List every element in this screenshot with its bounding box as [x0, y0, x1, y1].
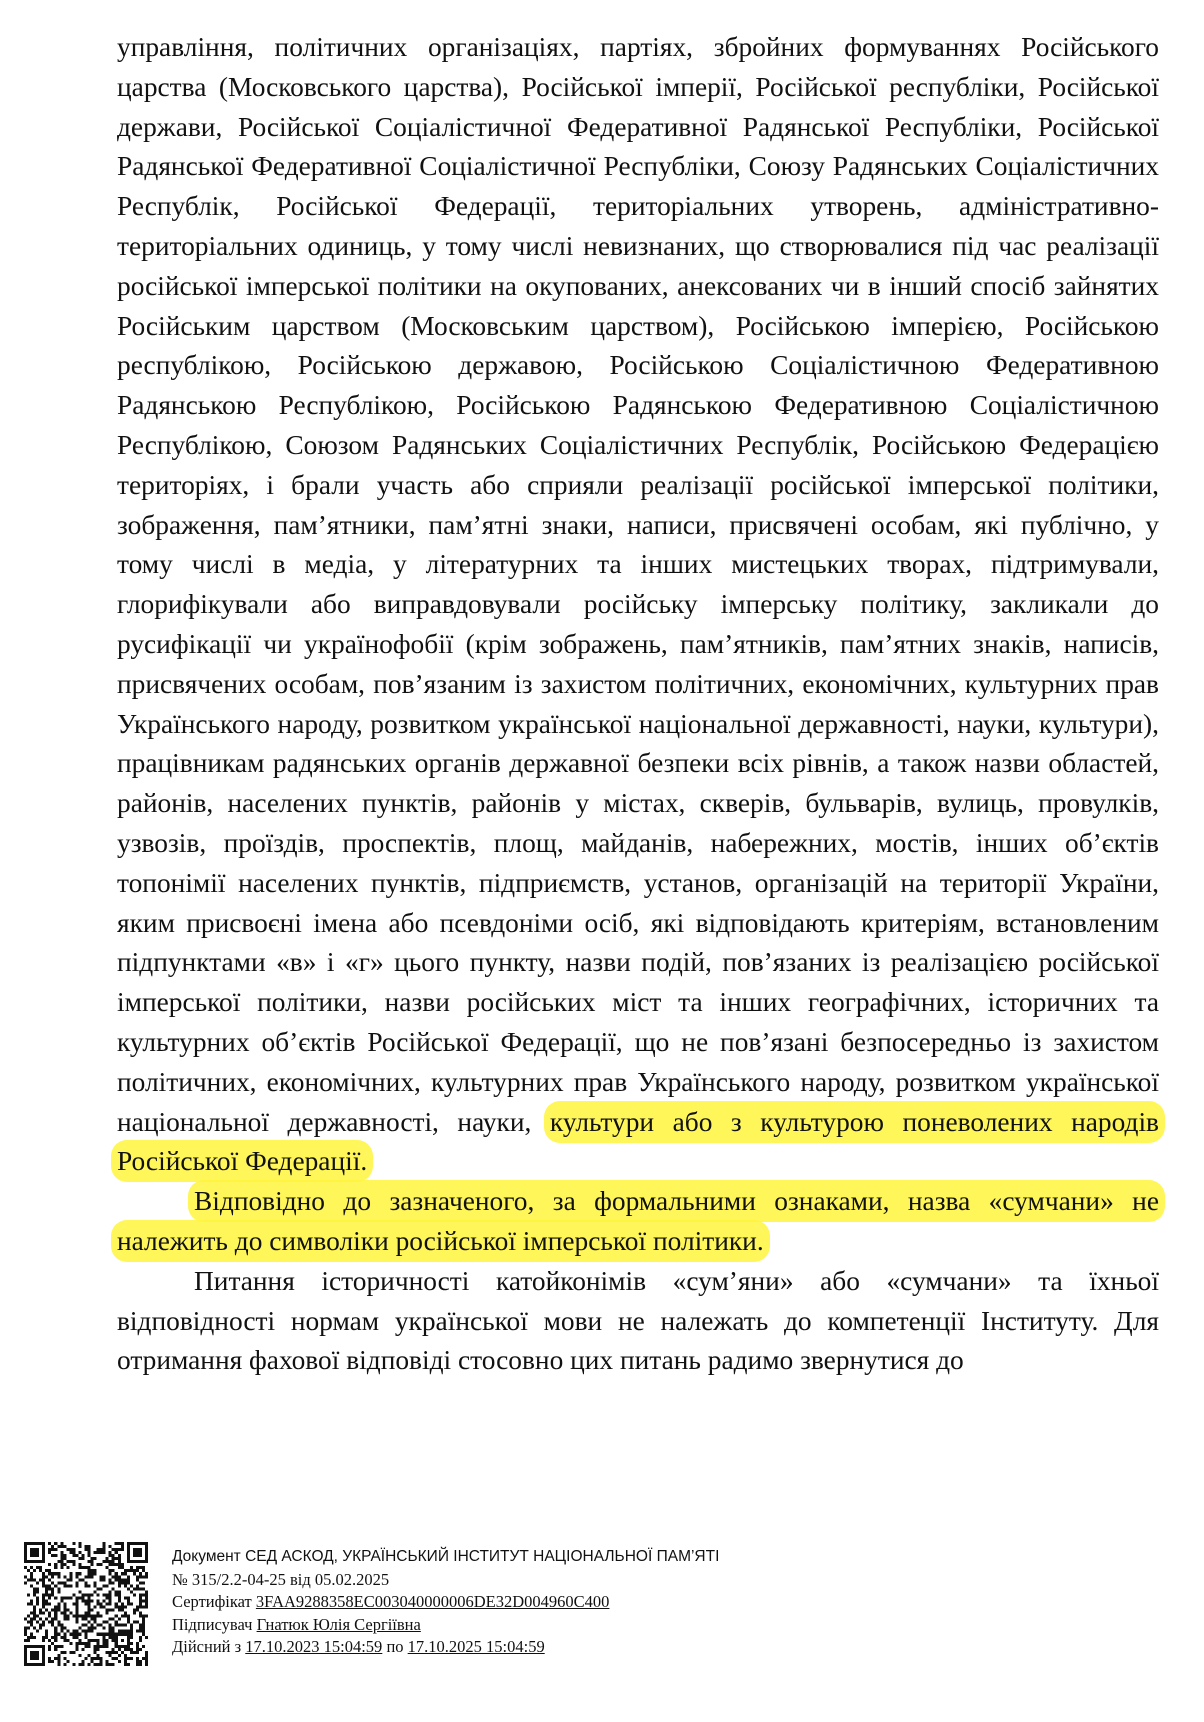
paragraph-competence: Питання історичності катойконімів «сум’яни» або «сумчани» та їхньої відповідності нормам української мови не належать до компетенції Інституту. Для отримання фахової відповіді стосовно цих питань радимо звернутися до: [117, 1265, 1159, 1376]
valid-to: 17.10.2025 15:04:59: [407, 1637, 545, 1656]
valid-label: Дійсний з: [172, 1637, 246, 1656]
paragraph-continuation: [117, 28, 1159, 1182]
certificate-value: 3FAA9288358EC003040000006DE32D004960C400: [255, 1592, 610, 1611]
certificate-label: Сертифікат: [172, 1592, 256, 1611]
signer-value: Гнатюк Юлія Сергіївна: [256, 1614, 421, 1634]
document-system-label: Документ СЕД АСКОД, УКРАЇНСЬКИЙ ІНСТИТУТ НАЦІОНАЛЬНОЇ ПАМ’ЯТІ: [172, 1548, 720, 1565]
document-number: № 315/2.2-04-25 від 05.02.2025: [172, 1569, 390, 1589]
signer-line: [172, 1614, 719, 1637]
paragraph-conclusion: [117, 1182, 1159, 1262]
signer-label: Підписувач: [172, 1614, 257, 1634]
highlighted-text: культури або з культурою поневолених народів Російської Федерації.: [117, 1106, 1159, 1177]
document-body: [117, 28, 1159, 1381]
validity-line: [172, 1636, 719, 1659]
signature-details: [172, 1546, 719, 1659]
certificate-line: [172, 1591, 719, 1614]
qr-code-icon: [24, 1542, 148, 1666]
valid-from: 17.10.2023 15:04:59: [245, 1637, 383, 1656]
paragraph-1-text: управління, політичних організаціях, партіях, збройних формуваннях Російського царства (Московського царства), Російської імперії, Російської республіки, Російської держави, Російської Соціалістичної Федеративної Радянської Республіки, Російської Радянської Федеративної Соціалістичної Республіки, Союзу Радянських Соціалістичних Республік, Російської Федерації, територіальних утворень, адміністративно-територіальних одиниць, у тому числі невизнаних, що створювалися під час реалізації російської імперської політики на окупованих, анексованих чи в інший спосіб зайнятих Російським царством (Московським царством), Російською імперією, Російською республікою, Російською державою, Російською Соціалістичною Федеративною Радянською Республікою, Російською Радянською Федеративною Соціалістичною Республікою, Союзом Радянських Соціалістичних Республік, Російською Федерацією територіях, і брали участь або сприяли реалізації російської імперської політики, зображення, пам’ятники, пам’ятні знаки, написи, присвячені особам, які публічно, у тому числі в медіа, у літературних та інших мистецьких творах, підтримували, глорифікували або виправдовували російську імперську політику, закликали до русифікації чи українофобії (крім зображень, пам’ятників, пам’ятних знаків, написів, присвячених особам, пов’язаним із захистом політичних, економічних, культурних прав Українського народу, розвитком української національної державності, науки, культури), працівникам радянських органів державної безпеки всіх рівнів, а також назви областей, районів, населених пунктів, районів у містах, скверів, бульварів, вулиць, провулків, узвозів, проїздів, проспектів, площ, майданів, набережних, мостів, інших об’єктів топонімії населених пунктів, підприємств, установ, організацій на території України, яким присвоєні імена або псевдоніми осіб, які відповідають критеріям, встановленим підпунктами «в» і «г» цього пункту, назви подій, пов’язаних із реалізацією російської імперської політики, назви російських міст та інших географічних, історичних та культурних об’єктів Російської Федерації, що не пов’язані безпосередньо із захистом політичних, економічних, культурних прав Українського народу, розвитком української національної державності, науки,: [117, 32, 1159, 1137]
highlighted-conclusion: Відповідно до зазначеного, за формальними ознаками, назва «сумчани» не належить до символіки російської імперської політики.: [117, 1186, 1159, 1256]
valid-mid: по: [382, 1637, 408, 1656]
electronic-signature-stamp: [24, 1542, 1164, 1692]
qr-modules: [24, 1542, 148, 1666]
